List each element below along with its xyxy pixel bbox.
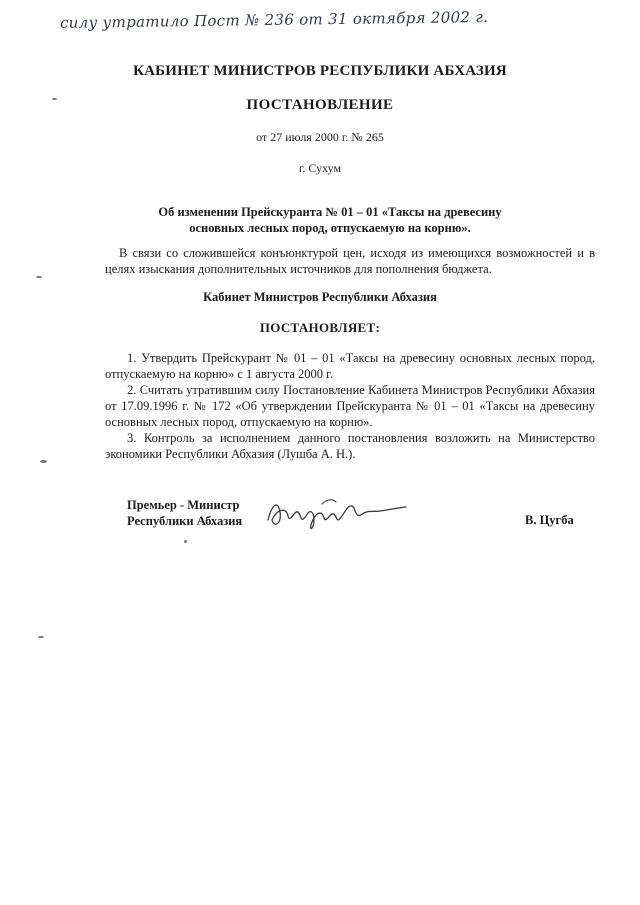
scan-speck	[38, 636, 44, 638]
document-city: г. Сухум	[298, 161, 342, 175]
scan-speck	[52, 98, 57, 100]
handwritten-signature	[262, 490, 412, 535]
signatory-role-line-2: Республики Абхазия	[127, 514, 243, 528]
resolution-item-1: 1. Утвердить Прейскурант № 01 – 01 «Таксы на древесину основных лесных пород, отпускаемую на корню» с 1 августа 2000 г.	[105, 351, 595, 381]
resolution-items	[105, 350, 595, 462]
document-date-number: от 27 июля 2000 г. № 265	[256, 130, 384, 144]
scan-speck	[36, 276, 42, 278]
document-subject: Об изменении Прейскуранта № 01 – 01 «Таксы на древесину основных лесных пород, отпускаемую на корню».	[158, 205, 502, 235]
resolution-item-3: 3. Контроль за исполнением данного постановления возложить на Министерство экономики Республики Абхазия (Лушба А. Н.).	[105, 431, 595, 461]
signatory-name: В. Цугба	[525, 513, 574, 527]
document-type: ПОСТАНОВЛЕНИЕ	[246, 97, 394, 113]
signatory-role	[127, 497, 242, 529]
issuer-line: Кабинет Министров Республики Абхазия	[203, 290, 437, 304]
organization-title: КАБИНЕТ МИНИСТРОВ РЕСПУБЛИКИ АБХАЗИЯ	[133, 63, 507, 79]
scan-speck	[184, 540, 187, 543]
scan-speck	[40, 460, 47, 463]
resolves-heading: ПОСТАНОВЛЯЕТ:	[259, 320, 381, 335]
resolution-item-2: 2. Считать утратившим силу Постановление Кабинета Министров Республики Абхазия от 17.09.1996 г. № 172 «Об утверждении Прейскуранта № 01 – 01 «Таксы на древесину основных лесных пород, отпускаемую на корню».	[105, 383, 595, 429]
preamble-paragraph: В связи со сложившейся конъюнктурой цен, исходя из имеющихся возможностей и в целях изыскания дополнительных источников для пополнения бюджета.	[105, 246, 595, 276]
signatory-role-line-1: Премьер - Министр	[127, 498, 240, 512]
handwritten-annotation: силу утратило Пост № 236 от 31 октября 2002 г.	[59, 7, 489, 32]
